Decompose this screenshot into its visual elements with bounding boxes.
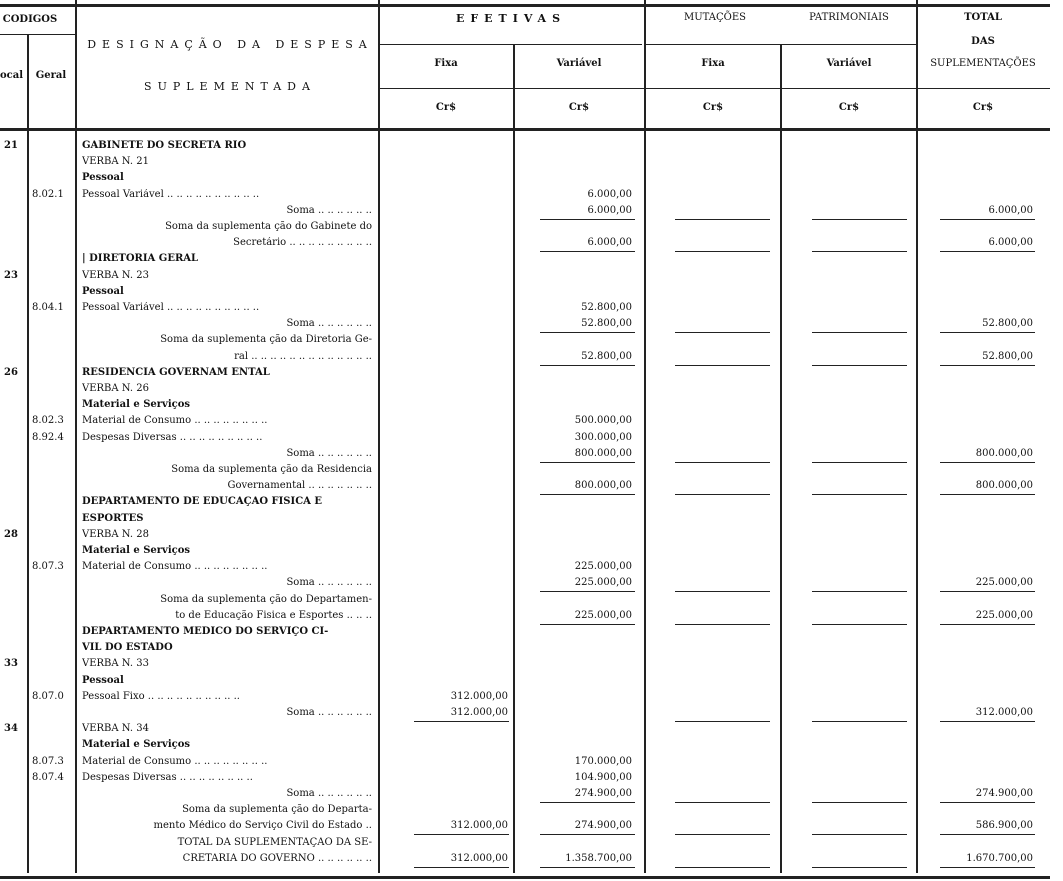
- value-efetivas-variavel: 52.800,00: [581, 318, 632, 330]
- table-row: [0, 804, 1063, 816]
- sum-underline: [540, 365, 635, 366]
- row-description: VERBA N. 23: [82, 269, 149, 281]
- sum-underline: [940, 624, 1035, 625]
- table-row: [0, 561, 1063, 573]
- sum-underline: [675, 462, 770, 463]
- row-description: Soma .. .. .. .. .. ..: [286, 788, 372, 799]
- value-total: 800.000,00: [975, 447, 1033, 459]
- table-row: [0, 577, 1063, 589]
- value-total: 225.000,00: [975, 577, 1033, 589]
- row-description: Soma .. .. .. .. .. ..: [286, 707, 372, 718]
- value-efetivas-variavel: 104.900,00: [574, 771, 632, 783]
- sum-underline: [812, 251, 907, 252]
- value-total: 52.800,00: [982, 318, 1033, 330]
- table-row: [0, 853, 1063, 865]
- table-row: [0, 318, 1063, 330]
- value-efetivas-variavel: 274.900,00: [574, 788, 632, 799]
- row-description: Soma da suplementa ção do Departamen-: [160, 593, 372, 605]
- value-total: 6.000,00: [988, 204, 1033, 216]
- header-total-1: TOTAL: [964, 12, 1002, 23]
- table-row: [0, 513, 1063, 525]
- sum-underline: [675, 624, 770, 625]
- row-description: Soma .. .. .. .. .. ..: [286, 447, 372, 459]
- table-row: [0, 529, 1063, 541]
- row-description: Soma da suplementa ção da Residencia: [171, 464, 372, 475]
- value-efetivas-variavel: 500.000,00: [574, 415, 632, 427]
- table-row: [0, 172, 1063, 184]
- table-row: [0, 367, 1063, 379]
- header-efetivas-fixa: Fixa: [434, 58, 458, 69]
- code-geral: 8.02.1: [32, 188, 64, 200]
- table-row: [0, 723, 1063, 735]
- table-row: [0, 270, 1063, 282]
- sum-underline: [675, 834, 770, 835]
- row-description: Despesas Diversas .. .. .. .. .. .. .. .. ..: [82, 431, 263, 443]
- currency-total: Cr$: [972, 102, 994, 113]
- row-description: VERBA N. 33: [82, 658, 149, 670]
- top-rule: [0, 4, 1050, 7]
- table-row: [0, 788, 1063, 800]
- row-description: VIL DO ESTADO: [82, 642, 173, 654]
- code-geral: 8.04.1: [32, 302, 64, 313]
- sum-underline: [675, 867, 770, 868]
- sum-underline: [414, 721, 509, 722]
- row-description: Material e Serviços: [82, 399, 191, 411]
- value-efetivas-fixa: 312.000,00: [450, 852, 508, 864]
- sum-underline: [540, 494, 635, 495]
- sum-underline: [675, 365, 770, 366]
- table-row: [0, 739, 1063, 751]
- sum-underline: [812, 591, 907, 592]
- value-efetivas-variavel: 225.000,00: [574, 609, 632, 621]
- sum-underline: [540, 462, 635, 463]
- table-row: [0, 415, 1063, 427]
- row-description: RESIDÊNCIA GOVERNAM ENTAL: [82, 366, 270, 378]
- header-efetivas-variavel: Variável: [556, 58, 602, 69]
- row-description: | DIRETORIA GERAL: [82, 253, 199, 265]
- row-description: Soma da suplementa ção da Diretoria Ge-: [160, 334, 372, 346]
- value-efetivas-variavel: 800.000,00: [574, 480, 632, 492]
- currency-mutacoes-variavel: Cr$: [838, 102, 860, 113]
- code-geral: 8.02.3: [32, 415, 64, 427]
- sum-underline: [675, 721, 770, 722]
- sum-underline: [940, 332, 1035, 333]
- table-row: [0, 221, 1063, 233]
- sum-underline: [540, 332, 635, 333]
- header-patrimoniais: PATRIMONIAIS: [809, 12, 889, 23]
- row-description: Material de Consumo .. .. .. .. .. .. .. ..: [82, 755, 268, 767]
- row-description: CRETARIA DO GOVÊRNO .. .. .. .. .. ..: [182, 852, 372, 864]
- table-row: [0, 399, 1063, 411]
- codigos-rule: [0, 34, 75, 35]
- sum-underline: [812, 867, 907, 868]
- value-efetivas-variavel: 6.000,00: [587, 188, 632, 200]
- table-row: [0, 156, 1063, 168]
- header-mutacoes-fixa: Fixa: [701, 58, 725, 69]
- table-row: [0, 140, 1063, 152]
- sum-underline: [675, 219, 770, 220]
- sum-underline: [812, 332, 907, 333]
- sum-underline: [940, 494, 1035, 495]
- header-designacao-1: DESIGNAÇÃO DA DESPESA: [87, 38, 373, 51]
- value-efetivas-fixa: 312.000,00: [450, 820, 508, 832]
- header-total-2: DAS: [971, 36, 995, 47]
- row-description: Material e Serviços: [82, 545, 191, 556]
- row-description: Despesas Diversas .. .. .. .. .. .. .. ..: [82, 771, 253, 783]
- sum-underline: [940, 219, 1035, 220]
- value-efetivas-variavel: 1.358.700,00: [565, 852, 632, 864]
- row-description: GABINETE DO SECRETA RIO: [82, 140, 247, 151]
- table-row: [0, 691, 1063, 703]
- sum-underline: [940, 591, 1035, 592]
- sum-underline: [812, 834, 907, 835]
- row-description: VERBA N. 28: [82, 528, 149, 540]
- code-local: 34: [4, 723, 18, 735]
- table-row: [0, 610, 1063, 622]
- row-description: Soma .. .. .. .. .. ..: [286, 204, 372, 216]
- table-row: [0, 594, 1063, 606]
- row-description: Soma da suplementa ção do Departa-: [182, 804, 372, 816]
- row-description: Pessoal Variável .. .. .. .. .. .. .. .. .. ..: [82, 188, 260, 200]
- sum-underline: [812, 802, 907, 803]
- header-mutacoes: MUTAÇÕES: [683, 12, 746, 23]
- value-efetivas-variavel: 800.000,00: [574, 447, 632, 459]
- table-row: [0, 480, 1063, 492]
- row-description: Pessoal: [82, 674, 124, 686]
- code-geral: 8.07.4: [32, 771, 64, 783]
- table-row: [0, 286, 1063, 298]
- sum-underline: [812, 219, 907, 220]
- header-mutacoes-variavel: Variável: [826, 58, 872, 69]
- table-row: [0, 432, 1063, 444]
- table-row: [0, 675, 1063, 687]
- sum-underline: [675, 494, 770, 495]
- row-description: Governamental .. .. .. .. .. .. ..: [227, 480, 372, 492]
- sum-underline: [540, 802, 635, 803]
- value-efetivas-fixa: 312.000,00: [450, 707, 508, 718]
- code-local: 21: [4, 140, 18, 151]
- table-row: [0, 189, 1063, 201]
- code-local: 26: [4, 366, 18, 378]
- header-bottom-rule: [0, 128, 1050, 131]
- sum-underline: [812, 624, 907, 625]
- row-description: Material de Consumo .. .. .. .. .. .. .. ..: [82, 415, 268, 427]
- sum-underline: [540, 834, 635, 835]
- value-total: 52.800,00: [982, 350, 1033, 362]
- table-row: [0, 820, 1063, 832]
- value-total: 225.000,00: [975, 609, 1033, 621]
- header-geral: Geral: [35, 70, 67, 81]
- value-efetivas-variavel: 52.800,00: [581, 350, 632, 362]
- table-row: [0, 334, 1063, 346]
- header-local: ocal: [0, 70, 24, 81]
- value-total: 312.000,00: [975, 707, 1033, 718]
- sum-underline: [940, 802, 1035, 803]
- sum-underline: [812, 462, 907, 463]
- value-total: 800.000,00: [975, 480, 1033, 492]
- row-description: Pessoal Fixo .. .. .. .. .. .. .. .. .. ..: [82, 690, 240, 702]
- value-efetivas-variavel: 52.800,00: [581, 302, 632, 313]
- code-geral: 8.92.4: [32, 431, 64, 443]
- table-row: [0, 496, 1063, 508]
- row-description: TOTAL DA SUPLEMENTAÇÃO DA SE-: [177, 836, 372, 848]
- row-description: Material e Serviços: [82, 739, 191, 751]
- sum-underline: [540, 624, 635, 625]
- efetivas-rule: [380, 44, 642, 45]
- row-description: Pessoal: [82, 285, 124, 297]
- value-efetivas-variavel: 225.000,00: [574, 561, 632, 573]
- sum-underline: [940, 721, 1035, 722]
- row-description: to de Educação Fisica e Esportes .. .. ..: [175, 609, 372, 621]
- header-total-3: SUPLEMENTAÇÕES: [930, 58, 1036, 69]
- sum-underline: [540, 219, 635, 220]
- sum-underline: [675, 332, 770, 333]
- row-description: mento Médico do Serviço Civil do Estado ..: [153, 820, 372, 832]
- row-description: ESPORTES: [82, 512, 144, 524]
- value-efetivas-variavel: 300.000,00: [574, 431, 632, 443]
- table-row: [0, 464, 1063, 476]
- header-efetivas: EFETIVAS: [455, 12, 567, 25]
- sum-underline: [414, 834, 509, 835]
- sum-underline: [812, 365, 907, 366]
- table-row: [0, 237, 1063, 249]
- table-row: [0, 205, 1063, 217]
- sum-underline: [675, 802, 770, 803]
- table-row: [0, 448, 1063, 460]
- row-description: ral .. .. .. .. .. .. .. .. .. .. .. .. ..: [234, 350, 372, 362]
- code-geral: 8.07.0: [32, 690, 64, 702]
- sum-underline: [540, 591, 635, 592]
- sum-underline: [540, 867, 635, 868]
- sum-underline: [940, 867, 1035, 868]
- row-description: Pessoal Variável .. .. .. .. .. .. .. .. .. ..: [82, 302, 260, 313]
- code-local: 33: [4, 658, 18, 670]
- value-efetivas-fixa: 312.000,00: [450, 690, 508, 702]
- row-description: DEPARTAMENTO MÉDICO DO SERVIÇO CI-: [82, 626, 329, 637]
- table-row: [0, 302, 1063, 314]
- table-row: [0, 756, 1063, 768]
- code-local: 23: [4, 269, 18, 281]
- code-geral: 8.07.3: [32, 755, 64, 767]
- sum-underline: [675, 251, 770, 252]
- value-efetivas-variavel: 225.000,00: [574, 577, 632, 589]
- table-row: [0, 837, 1063, 849]
- row-description: VERBA N. 34: [82, 723, 149, 735]
- header-codigos: CODIGOS: [2, 14, 58, 25]
- sum-underline: [675, 591, 770, 592]
- row-description: Soma .. .. .. .. .. ..: [286, 577, 372, 589]
- table-row: [0, 658, 1063, 670]
- code-geral: 8.07.3: [32, 561, 64, 573]
- row-description: DEPARTAMENTO DE EDUCAÇÃO FISICA E: [82, 496, 323, 508]
- table-row: [0, 772, 1063, 784]
- row-description: Material de Consumo .. .. .. .. .. .. .. ..: [82, 561, 268, 573]
- value-total: 274.900,00: [975, 788, 1033, 799]
- row-description: VERBA N. 21: [82, 156, 149, 168]
- value-efetivas-variavel: 274.900,00: [574, 820, 632, 832]
- sum-underline: [940, 251, 1035, 252]
- table-row: [0, 707, 1063, 719]
- bottom-rule: [0, 876, 1050, 879]
- row-description: Soma da suplementa ção do Gabinete do: [165, 221, 372, 232]
- header-designacao-2: SUPLEMENTADA: [144, 80, 316, 93]
- currency-mutacoes-fixa: Cr$: [702, 102, 724, 113]
- value-efetivas-variavel: 6.000,00: [587, 204, 632, 216]
- value-efetivas-variavel: 170.000,00: [574, 755, 632, 767]
- table-row: [0, 383, 1063, 395]
- value-total: 6.000,00: [988, 237, 1033, 249]
- sum-underline: [540, 251, 635, 252]
- sum-underline: [812, 721, 907, 722]
- subheader-rule: [380, 88, 1050, 89]
- sum-underline: [940, 365, 1035, 366]
- table-row: [0, 642, 1063, 654]
- table-row: [0, 253, 1063, 265]
- sum-underline: [812, 494, 907, 495]
- sum-underline: [940, 462, 1035, 463]
- table-row: [0, 351, 1063, 363]
- row-description: Pessoal: [82, 172, 124, 184]
- sum-underline: [414, 867, 509, 868]
- row-description: VERBA N. 26: [82, 383, 149, 394]
- value-total: 586.900,00: [975, 820, 1033, 832]
- table-row: [0, 626, 1063, 638]
- currency-efetivas-fixa: Cr$: [435, 102, 457, 113]
- table-row: [0, 545, 1063, 557]
- code-local: 28: [4, 528, 18, 540]
- sum-underline: [940, 834, 1035, 835]
- value-efetivas-variavel: 6.000,00: [587, 237, 632, 249]
- currency-efetivas-variavel: Cr$: [568, 102, 590, 113]
- row-description: Secretário .. .. .. .. .. .. .. .. ..: [233, 237, 372, 249]
- value-total: 1.670.700,00: [966, 852, 1033, 864]
- row-description: Soma .. .. .. .. .. ..: [286, 318, 372, 330]
